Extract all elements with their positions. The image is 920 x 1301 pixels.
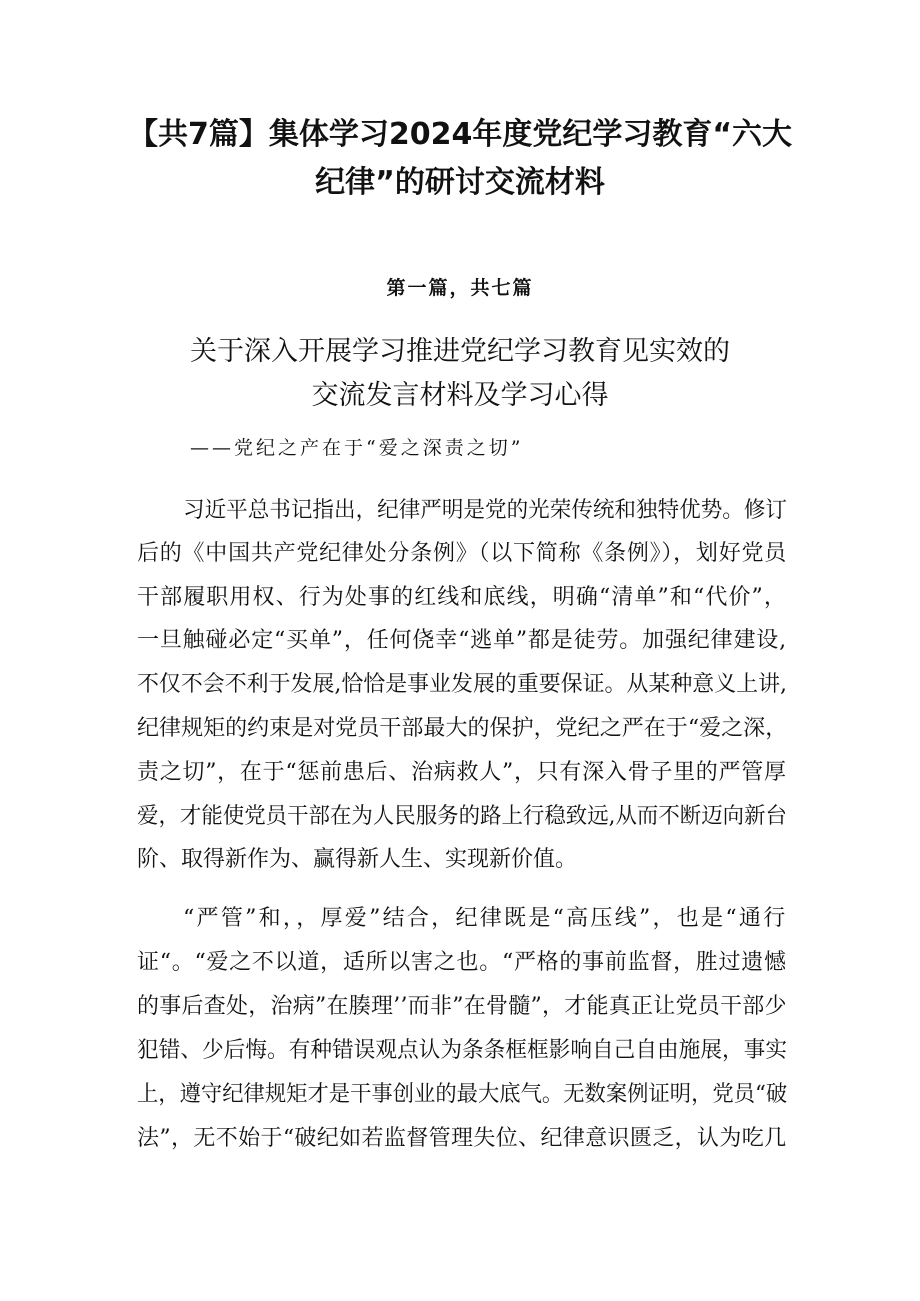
paragraph-2-line: “严管”和，，厚爱”结合，纪律既是“高压线”，也是“通行 (183, 906, 788, 931)
paragraph-2-line: 法”，无不始于“破纪如若监督管理失位、纪律意识匮乏，认为吃几 (137, 1126, 787, 1151)
paragraph-2-line: 上，遵守纪律规矩才是干事创业的最大底气。无数案例证明，党员“破 (137, 1082, 788, 1107)
paragraph-1-line: 阶、取得新作为、赢得新人生、实现新价值。 (137, 847, 578, 872)
paragraph-1-line: 纪律规矩的约束是对党员干部最大的保护，党纪之严在于“爱之深， (137, 716, 788, 741)
article-subtitle: ——党纪之产在于“爱之深责之切” (190, 437, 524, 459)
paragraph-1-line: 不仅不会不利于发展,恰恰是事业发展的重要保证。从某种意义上讲, (137, 672, 787, 697)
paragraph-1-line: 责之切”，在于“惩前患后、治病救人”，只有深入骨子里的严管厚 (137, 760, 787, 785)
section-label: 第一篇，共七篇 (386, 277, 534, 299)
document-title-line-2: 纪律”的研讨交流材料 (315, 165, 605, 200)
paragraph-1-line: 一旦触碰必定“买单”，任何侥幸“逃单”都是徒劳。加强纪律建设, (137, 628, 787, 653)
paragraph-2-line: 犯错、少后悔。有种错误观点认为条条框框影响自己自由施展，事实 (137, 1038, 788, 1063)
paragraph-1-line: 习近平总书记指出，纪律严明是党的光荣传统和独特优势。修订 (183, 498, 788, 523)
paragraph-1-line: 爱，才能使党员干部在为人民服务的路上行稳致远,从而不断迈向新台 (137, 804, 787, 829)
paragraph-2-line: 证“。“爱之不以道，适所以害之也。“严格的事前监督，胜过遗憾 (137, 950, 787, 975)
paragraph-1-line: 干部履职用权、行为处事的红线和底线，明确“清单”和“代价”， (137, 585, 787, 610)
article-title-line-2: 交流发言材料及学习心得 (311, 380, 609, 411)
article-title-line-1: 关于深入开展学习推进党纪学习教育见实效的 (190, 336, 730, 367)
paragraph-2-line: 的事后查处，治病”在腠理’’而非”在骨髓”，才能真正让党员干部少 (137, 994, 787, 1019)
document-title-line-1: 【共7篇】集体学习2024年度党纪学习教育“六大 (127, 117, 793, 152)
paragraph-1-line: 后的《中国共产党纪律处分条例》（以下简称《条例》），划好党员 (137, 541, 788, 566)
